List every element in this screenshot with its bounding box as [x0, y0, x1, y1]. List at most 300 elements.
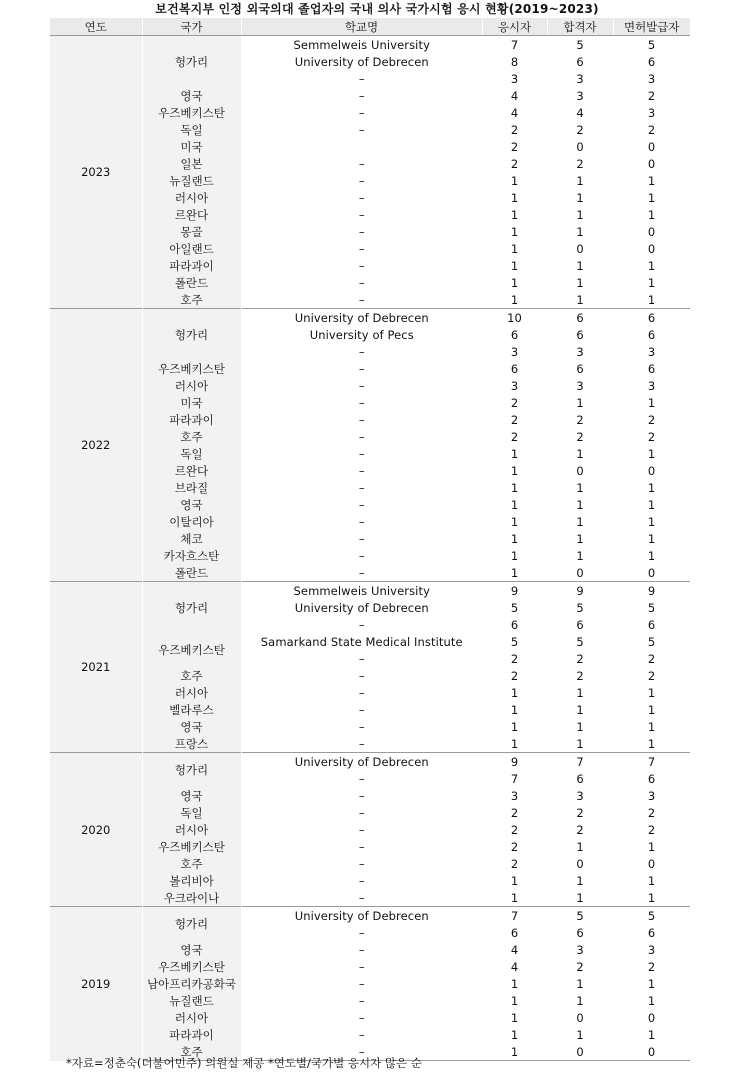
applicants-cell: 2 — [510, 395, 519, 410]
passed-cell: 1 — [576, 497, 584, 512]
licensed-cell: 3 — [647, 378, 656, 393]
applicants-cell: 2 — [510, 668, 519, 683]
passed-cell: 1 — [576, 224, 584, 239]
licensed-cell: 3 — [647, 71, 656, 86]
licensed-cell: 2 — [647, 122, 656, 137]
table-row — [50, 36, 690, 54]
country-cell: 볼리비아 — [142, 872, 241, 889]
exam-results-table — [50, 18, 690, 1061]
applicants-cell: 1 — [510, 736, 519, 751]
licensed-cell: 3 — [647, 344, 656, 359]
school-cell: – — [358, 88, 365, 103]
passed-cell: 1 — [576, 531, 584, 546]
licensed-cell: 1 — [647, 548, 656, 563]
school-cell: – — [358, 890, 365, 905]
school-cell: – — [358, 241, 365, 256]
table-row — [50, 718, 690, 735]
applicants-cell: 1 — [510, 190, 519, 205]
country-cell: 르완다 — [142, 462, 241, 479]
school-cell: – — [358, 873, 365, 888]
school-cell: – — [358, 361, 365, 376]
table-row — [50, 360, 690, 377]
table-row — [50, 121, 690, 138]
applicants-cell: 1 — [510, 873, 519, 888]
country-cell: 헝가리 — [142, 753, 241, 788]
licensed-cell: 1 — [647, 190, 656, 205]
licensed-cell: 6 — [647, 771, 656, 786]
passed-cell: 2 — [576, 805, 584, 820]
passed-cell: 1 — [576, 976, 584, 991]
passed-cell: 1 — [576, 275, 584, 290]
passed-cell: 6 — [547, 309, 613, 327]
table-row — [50, 394, 690, 411]
applicants-cell: 1 — [510, 446, 519, 461]
country-cell: 우즈베키스탄 — [142, 958, 241, 975]
licensed-cell: 6 — [647, 327, 656, 342]
school-cell: – — [358, 156, 365, 171]
applicants-cell: 1 — [510, 207, 519, 222]
school-cell: – — [358, 292, 365, 307]
licensed-cell: 1 — [647, 839, 656, 854]
school-cell: – — [358, 617, 365, 632]
applicants-cell: 6 — [510, 617, 519, 632]
school-cell: University of Pecs — [309, 327, 414, 342]
table-row — [50, 206, 690, 223]
school-cell: Semmelweis University — [241, 36, 482, 54]
licensed-cell: 2 — [647, 429, 656, 444]
school-cell: – — [358, 788, 365, 803]
applicants-cell: 1 — [510, 890, 519, 905]
licensed-cell: 0 — [647, 463, 656, 478]
applicants-cell: 1 — [510, 497, 519, 512]
header-country: 국가 — [142, 18, 241, 36]
applicants-cell: 6 — [510, 361, 519, 376]
school-cell: – — [358, 668, 365, 683]
school-cell: – — [358, 993, 365, 1008]
applicants-cell: 2 — [510, 429, 519, 444]
country-cell: 체코 — [142, 530, 241, 547]
applicants-cell: 2 — [510, 822, 519, 837]
licensed-cell: 1 — [647, 702, 656, 717]
school-cell: – — [358, 942, 365, 957]
table-row — [50, 701, 690, 718]
licensed-cell: 1 — [647, 719, 656, 734]
school-cell: – — [358, 651, 365, 666]
licensed-cell: 0 — [647, 856, 656, 871]
table-row — [50, 855, 690, 872]
table-row — [50, 684, 690, 701]
applicants-cell: 2 — [510, 856, 519, 871]
header-licensed: 면허발급자 — [613, 18, 690, 36]
applicants-cell: 1 — [510, 275, 519, 290]
licensed-cell: 5 — [647, 600, 656, 615]
licensed-cell: 6 — [647, 54, 656, 69]
table-title: 보건복지부 인정 외국의대 졸업자의 국내 의사 국가시험 응시 현황(2019~2023) — [155, 2, 599, 16]
country-cell: 헝가리 — [142, 36, 241, 88]
table-row — [50, 189, 690, 206]
applicants-cell: 7 — [510, 771, 519, 786]
country-cell: 몽골 — [142, 223, 241, 240]
school-cell: – — [358, 685, 365, 700]
licensed-cell: 0 — [647, 224, 656, 239]
table-row — [50, 735, 690, 753]
year-cell: 2022 — [50, 309, 142, 582]
school-cell: – — [358, 480, 365, 495]
school-cell: – — [358, 378, 365, 393]
passed-cell: 2 — [576, 122, 584, 137]
licensed-cell: 0 — [647, 139, 656, 154]
country-cell: 호주 — [142, 1043, 241, 1061]
licensed-cell: 0 — [647, 156, 656, 171]
country-cell: 뉴질랜드 — [142, 992, 241, 1009]
licensed-cell: 2 — [647, 805, 656, 820]
licensed-cell: 1 — [647, 993, 656, 1008]
table-row — [50, 462, 690, 479]
passed-cell: 0 — [576, 241, 584, 256]
passed-cell: 5 — [576, 600, 584, 615]
table-row — [50, 564, 690, 582]
table-row — [50, 753, 690, 771]
applicants-cell: 10 — [482, 309, 547, 327]
country-cell: 우즈베키스탄 — [142, 633, 241, 667]
country-cell: 미국 — [142, 138, 241, 155]
school-cell: – — [241, 1043, 482, 1061]
passed-cell: 1 — [576, 395, 584, 410]
passed-cell: 6 — [576, 54, 584, 69]
school-cell: – — [358, 959, 365, 974]
licensed-cell: 6 — [647, 617, 656, 632]
passed-cell: 0 — [576, 856, 584, 871]
passed-cell: 3 — [576, 788, 584, 803]
licensed-cell: 1 — [647, 890, 656, 905]
licensed-cell: 0 — [647, 565, 656, 580]
passed-cell: 2 — [576, 429, 584, 444]
table-row — [50, 530, 690, 547]
applicants-cell: 1 — [510, 565, 519, 580]
school-cell: – — [358, 925, 365, 940]
applicants-cell: 1 — [510, 1010, 519, 1025]
table-row — [50, 633, 690, 650]
school-cell: – — [358, 207, 365, 222]
licensed-cell: 5 — [613, 36, 690, 54]
applicants-cell: 1 — [510, 224, 519, 239]
country-cell: 우즈베키스탄 — [142, 360, 241, 377]
applicants-cell: 8 — [510, 54, 519, 69]
licensed-cell: 6 — [647, 361, 656, 376]
applicants-cell: 2 — [510, 122, 519, 137]
header-passed: 합격자 — [547, 18, 613, 36]
passed-cell: 2 — [576, 959, 584, 974]
school-cell: – — [358, 548, 365, 563]
applicants-cell: 9 — [482, 753, 547, 771]
table-row — [50, 1009, 690, 1026]
licensed-cell: 2 — [647, 668, 656, 683]
licensed-cell: 1 — [647, 531, 656, 546]
school-cell: University of Debrecen — [241, 753, 482, 771]
table-row — [50, 257, 690, 274]
school-cell: – — [358, 1010, 365, 1025]
country-cell: 아일랜드 — [142, 240, 241, 257]
year-cell: 2019 — [50, 907, 142, 1061]
passed-cell: 1 — [576, 173, 584, 188]
applicants-cell: 2 — [510, 139, 519, 154]
passed-cell: 1 — [576, 480, 584, 495]
passed-cell: 0 — [576, 139, 584, 154]
school-cell: – — [358, 805, 365, 820]
year-cell: 2021 — [50, 582, 142, 753]
school-cell: University of Debrecen — [294, 54, 429, 69]
passed-cell: 2 — [576, 668, 584, 683]
passed-cell: 9 — [547, 582, 613, 600]
table-row — [50, 872, 690, 889]
licensed-cell: 1 — [647, 275, 656, 290]
table-row — [50, 804, 690, 821]
passed-cell: 3 — [576, 71, 584, 86]
applicants-cell: 1 — [510, 241, 519, 256]
applicants-cell: 3 — [510, 788, 519, 803]
passed-cell: 2 — [576, 822, 584, 837]
passed-cell: 1 — [576, 719, 584, 734]
school-cell: – — [358, 1027, 365, 1042]
licensed-cell: 2 — [647, 822, 656, 837]
country-cell: 브라질 — [142, 479, 241, 496]
licensed-cell: 7 — [613, 753, 690, 771]
applicants-cell: 3 — [510, 71, 519, 86]
passed-cell: 2 — [576, 651, 584, 666]
source-footnote: *자료=정춘숙(더불어민주) 의원실 제공 *연도별/국가별 응시자 많은 순 — [66, 1056, 422, 1070]
applicants-cell: 1 — [510, 702, 519, 717]
country-cell: 독일 — [142, 445, 241, 462]
applicants-cell: 1 — [510, 685, 519, 700]
school-cell: Samarkand State Medical Institute — [260, 634, 463, 649]
school-cell: – — [358, 497, 365, 512]
table-row — [50, 155, 690, 172]
school-cell: – — [358, 771, 365, 786]
country-cell: 우즈베키스탄 — [142, 838, 241, 855]
country-cell: 영국 — [142, 787, 241, 804]
applicants-cell: 6 — [510, 925, 519, 940]
licensed-cell: 3 — [647, 942, 656, 957]
school-cell: – — [358, 531, 365, 546]
school-cell: University of Debrecen — [294, 600, 429, 615]
country-cell: 호주 — [142, 291, 241, 309]
table-row — [50, 889, 690, 907]
table-body — [50, 36, 690, 1061]
passed-cell: 1 — [576, 1027, 584, 1042]
licensed-cell: 1 — [647, 207, 656, 222]
table-row — [50, 838, 690, 855]
passed-cell: 5 — [547, 907, 613, 925]
country-cell: 러시아 — [142, 377, 241, 394]
passed-cell: 1 — [576, 292, 584, 307]
passed-cell: 7 — [547, 753, 613, 771]
passed-cell: 3 — [576, 344, 584, 359]
country-cell: 이탈리아 — [142, 513, 241, 530]
licensed-cell: 2 — [647, 88, 656, 103]
country-cell: 카자흐스탄 — [142, 547, 241, 564]
country-cell: 우즈베키스탄 — [142, 104, 241, 121]
passed-cell: 2 — [576, 156, 584, 171]
table-row — [50, 479, 690, 496]
school-cell: University of Debrecen — [241, 309, 482, 327]
table-row — [50, 496, 690, 513]
table-row — [50, 941, 690, 958]
applicants-cell: 1 — [510, 548, 519, 563]
passed-cell: 1 — [576, 258, 584, 273]
table-row — [50, 172, 690, 189]
passed-cell: 5 — [547, 36, 613, 54]
country-cell: 프랑스 — [142, 735, 241, 753]
table-row — [50, 428, 690, 445]
licensed-cell: 2 — [647, 651, 656, 666]
table-row — [50, 821, 690, 838]
applicants-cell: 1 — [510, 173, 519, 188]
table-row — [50, 907, 690, 925]
applicants-cell: 5 — [510, 600, 519, 615]
country-cell: 영국 — [142, 718, 241, 735]
applicants-cell: 1 — [510, 463, 519, 478]
passed-cell: 6 — [576, 361, 584, 376]
licensed-cell: 1 — [647, 685, 656, 700]
table-row — [50, 975, 690, 992]
licensed-cell: 1 — [647, 976, 656, 991]
passed-cell: 4 — [576, 105, 584, 120]
passed-cell: 0 — [576, 463, 584, 478]
country-cell: 러시아 — [142, 684, 241, 701]
table-row — [50, 667, 690, 684]
passed-cell: 0 — [576, 1010, 584, 1025]
school-cell: – — [358, 702, 365, 717]
school-cell: – — [358, 344, 365, 359]
table-row — [50, 138, 690, 155]
passed-cell: 3 — [576, 88, 584, 103]
school-cell: – — [358, 429, 365, 444]
country-cell: 파라과이 — [142, 411, 241, 428]
passed-cell: 1 — [576, 702, 584, 717]
licensed-cell: 0 — [613, 1043, 690, 1061]
passed-cell: 6 — [576, 327, 584, 342]
country-cell: 러시아 — [142, 189, 241, 206]
applicants-cell: 6 — [510, 327, 519, 342]
applicants-cell: 1 — [510, 993, 519, 1008]
licensed-cell: 5 — [647, 634, 656, 649]
licensed-cell: 1 — [647, 173, 656, 188]
applicants-cell: 4 — [510, 959, 519, 974]
applicants-cell: 1 — [510, 531, 519, 546]
table-row — [50, 958, 690, 975]
country-cell: 호주 — [142, 667, 241, 684]
table-row — [50, 240, 690, 257]
country-cell: 독일 — [142, 804, 241, 821]
header-year: 연도 — [50, 18, 142, 36]
school-cell: – — [358, 822, 365, 837]
school-cell: – — [358, 224, 365, 239]
table-row — [50, 87, 690, 104]
country-cell: 파라과이 — [142, 257, 241, 274]
applicants-cell: 1 — [482, 1043, 547, 1061]
licensed-cell: 6 — [613, 309, 690, 327]
applicants-cell: 2 — [510, 412, 519, 427]
licensed-cell: 1 — [647, 873, 656, 888]
table-row — [50, 582, 690, 600]
passed-cell: 6 — [576, 617, 584, 632]
country-cell: 벨라루스 — [142, 701, 241, 718]
licensed-cell: 1 — [647, 292, 656, 307]
school-cell: – — [358, 463, 365, 478]
school-cell: – — [358, 856, 365, 871]
country-cell: 뉴질랜드 — [142, 172, 241, 189]
school-cell: – — [358, 719, 365, 734]
passed-cell: 1 — [576, 873, 584, 888]
country-cell: 폴란드 — [142, 564, 241, 582]
country-cell: 우크라이나 — [142, 889, 241, 907]
passed-cell: 1 — [576, 993, 584, 1008]
school-cell: – — [358, 122, 365, 137]
passed-cell: 1 — [576, 548, 584, 563]
applicants-cell: 3 — [510, 344, 519, 359]
table-row — [50, 377, 690, 394]
header-applicants: 응시자 — [482, 18, 547, 36]
applicants-cell: 1 — [510, 292, 519, 307]
school-cell: – — [358, 71, 365, 86]
passed-cell: 5 — [576, 634, 584, 649]
applicants-cell: 7 — [482, 36, 547, 54]
passed-cell: 1 — [576, 207, 584, 222]
passed-cell: 1 — [576, 514, 584, 529]
country-cell: 폴란드 — [142, 274, 241, 291]
licensed-cell: 1 — [647, 497, 656, 512]
table-row — [50, 274, 690, 291]
table-row — [50, 309, 690, 327]
country-cell: 파라과이 — [142, 1026, 241, 1043]
passed-cell: 1 — [576, 839, 584, 854]
year-cell: 2020 — [50, 753, 142, 907]
passed-cell: 1 — [576, 890, 584, 905]
school-cell: – — [358, 839, 365, 854]
country-cell: 영국 — [142, 496, 241, 513]
table-row — [50, 992, 690, 1009]
school-cell: – — [358, 446, 365, 461]
country-cell: 영국 — [142, 87, 241, 104]
applicants-cell: 2 — [510, 839, 519, 854]
header-row — [50, 18, 690, 36]
licensed-cell: 1 — [647, 446, 656, 461]
licensed-cell: 3 — [647, 105, 656, 120]
licensed-cell: 5 — [613, 907, 690, 925]
school-cell: – — [358, 736, 365, 751]
passed-cell: 0 — [576, 565, 584, 580]
licensed-cell: 1 — [647, 514, 656, 529]
school-cell: Semmelweis University — [241, 582, 482, 600]
passed-cell: 1 — [576, 736, 584, 751]
country-cell: 헝가리 — [142, 582, 241, 634]
passed-cell: 1 — [576, 685, 584, 700]
school-cell: – — [358, 395, 365, 410]
school-cell: – — [358, 412, 365, 427]
passed-cell: 3 — [576, 378, 584, 393]
applicants-cell: 4 — [510, 88, 519, 103]
table-row — [50, 223, 690, 240]
passed-cell: 6 — [576, 771, 584, 786]
school-cell: – — [358, 105, 365, 120]
table-row — [50, 411, 690, 428]
applicants-cell: 1 — [510, 976, 519, 991]
licensed-cell: 0 — [647, 1010, 656, 1025]
passed-cell: 1 — [576, 190, 584, 205]
country-cell: 르완다 — [142, 206, 241, 223]
licensed-cell: 2 — [647, 959, 656, 974]
year-cell: 2023 — [50, 36, 142, 309]
